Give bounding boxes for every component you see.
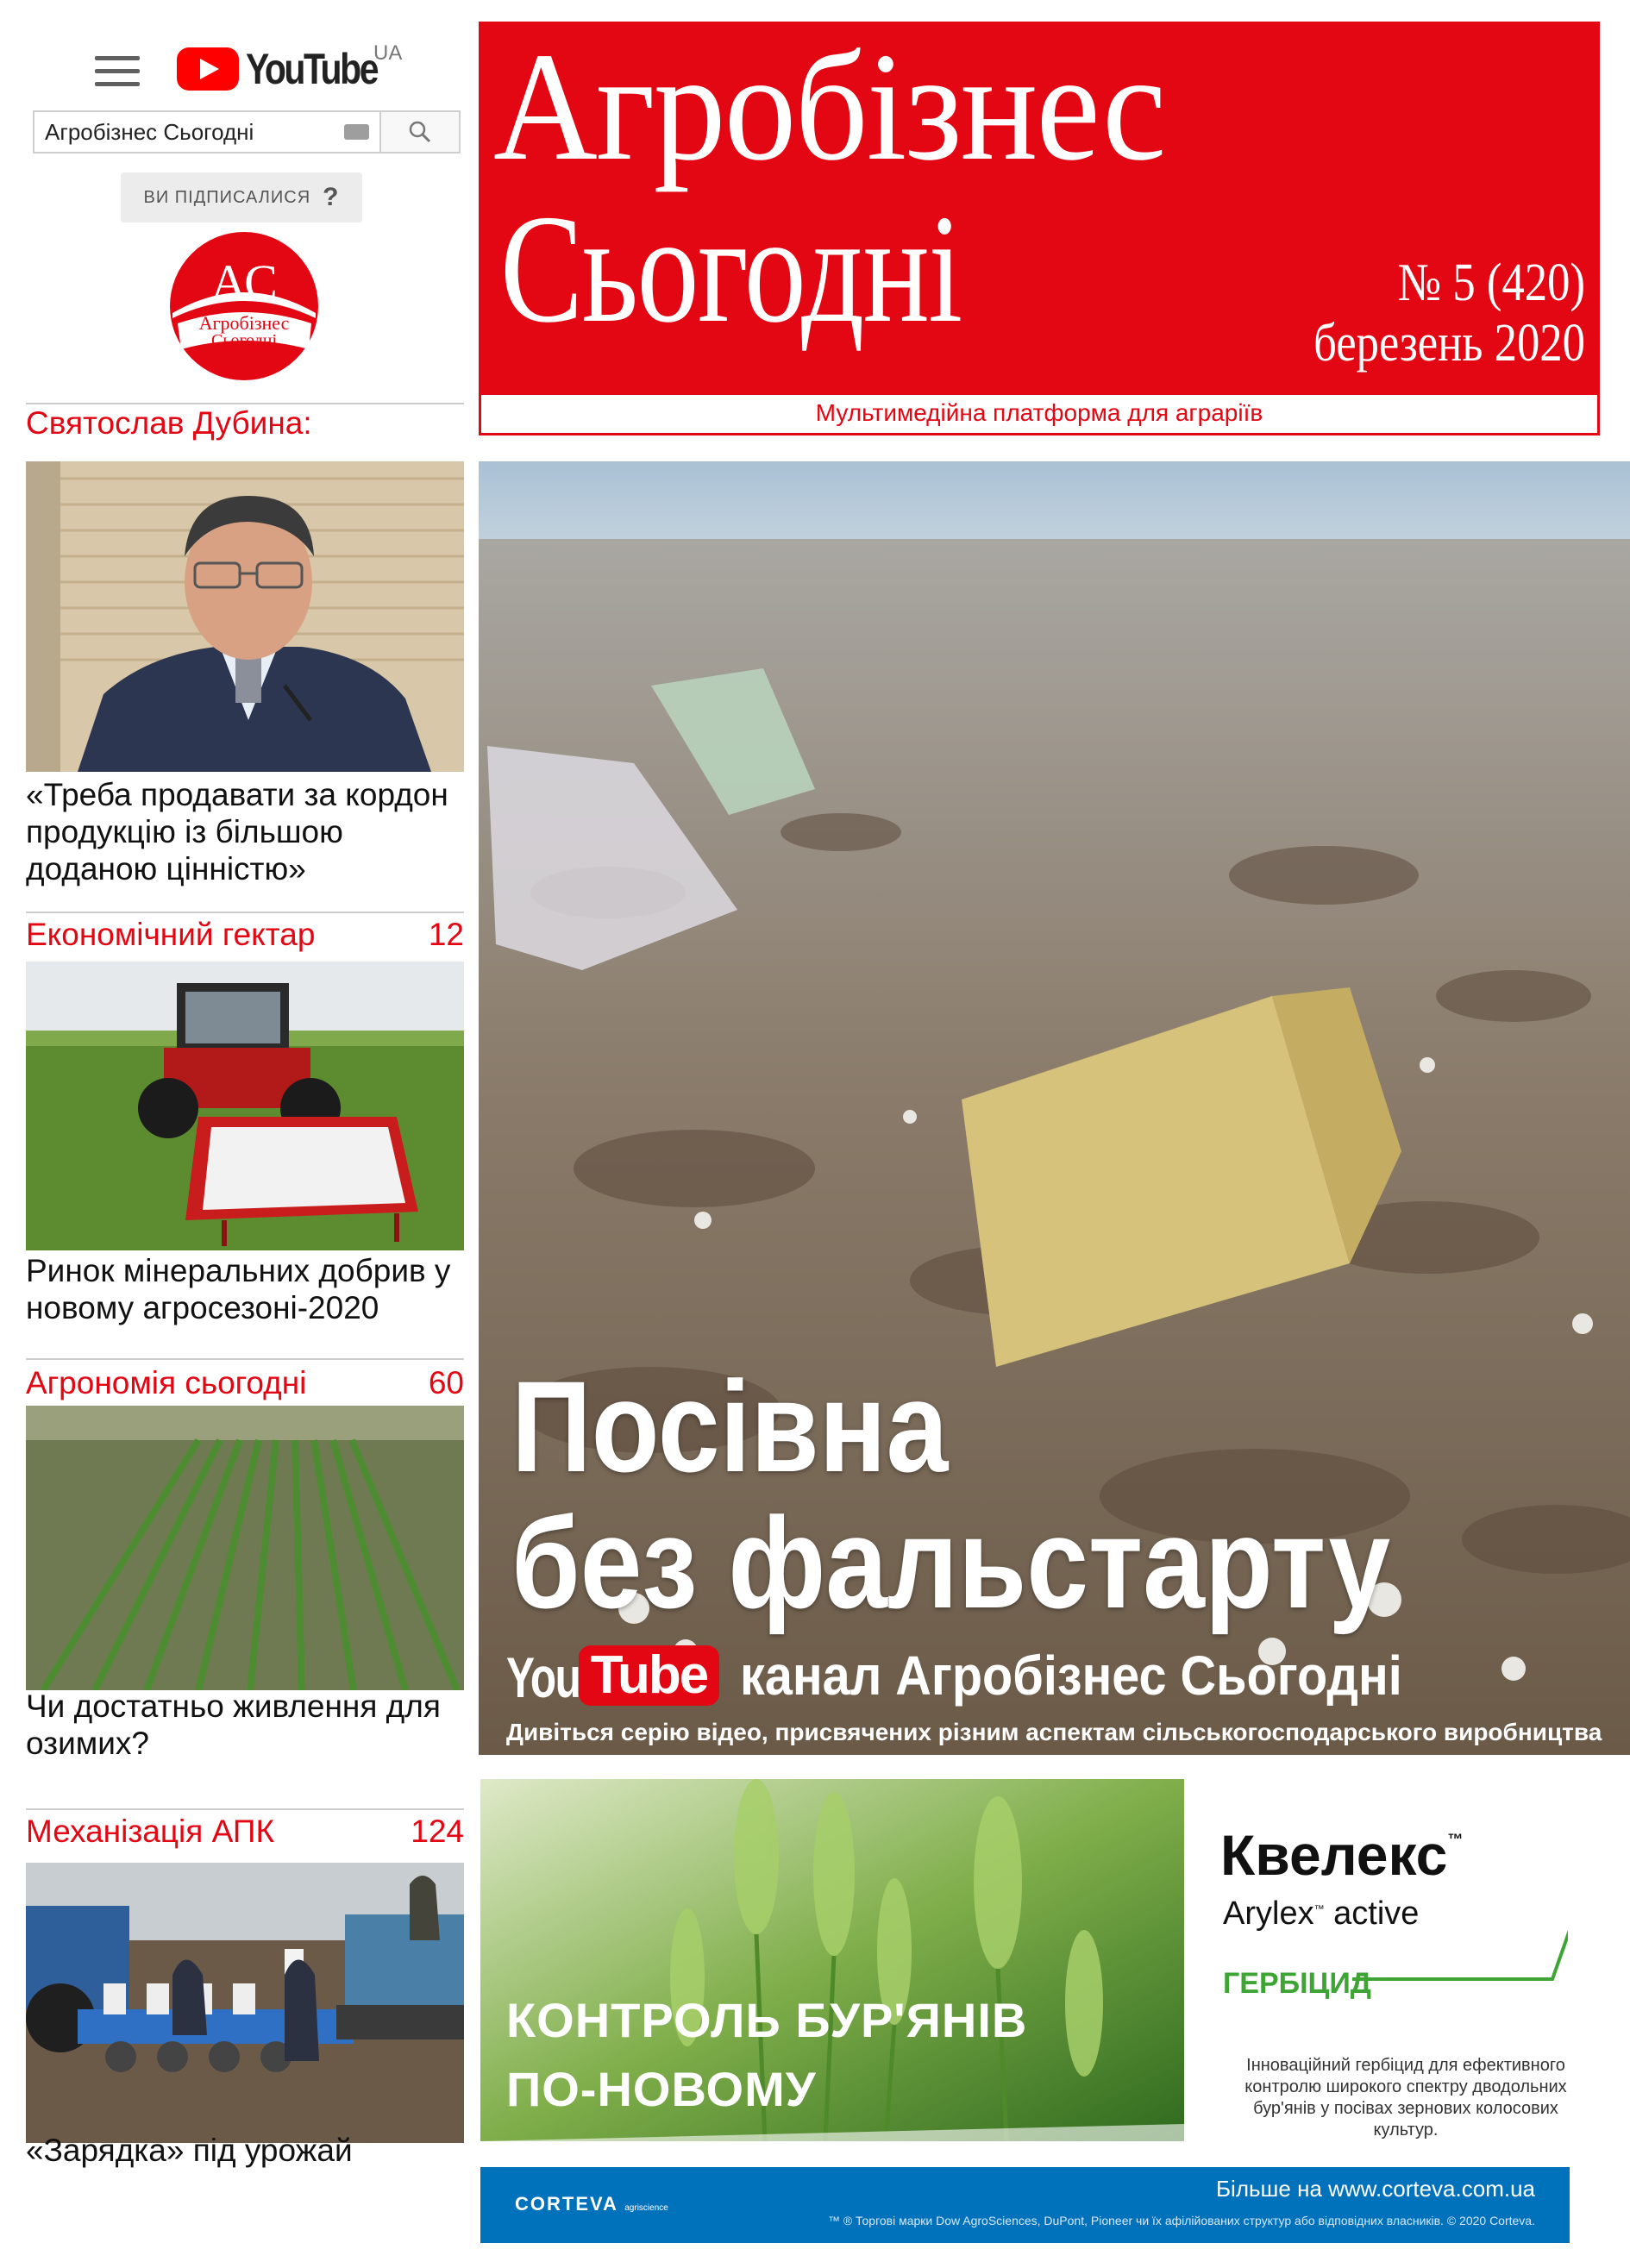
masthead-banner [481, 24, 1597, 395]
cover-subtitle: Дивіться серію відео, присвячених різним аспектам сільськогосподарського виробництва [506, 1719, 1602, 1745]
divider [26, 403, 464, 404]
youtube-logo-tube: Tube [579, 1645, 720, 1706]
divider [26, 912, 464, 913]
active-trademark: ™ [1313, 1902, 1325, 1915]
issue-number: № 5 (420) [1397, 254, 1585, 312]
search-bar [33, 110, 461, 153]
corteva-link[interactable]: Більше на www.corteva.com.ua [1215, 2176, 1535, 2202]
section-name: Святослав Дубина: [26, 405, 312, 441]
youtube-play-icon [177, 47, 239, 91]
menu-icon[interactable] [95, 56, 140, 87]
divider [26, 1808, 464, 1810]
subscribed-button[interactable] [121, 172, 362, 222]
article-caption[interactable]: «Треба продавати за кордон продукцію із більшою доданою цінністю» [26, 777, 448, 887]
cover-photo [479, 461, 1630, 1755]
product-description: Інноваційний гербіцид для ефективного контролю широкого спектру дводольних бур'янів у посівах зернових колосових культур. [1244, 2056, 1567, 2140]
youtube-wordmark: YouTube [246, 45, 378, 93]
page-number: 12 [428, 917, 464, 952]
magazine-title-line2: Сьогодні [500, 183, 962, 354]
cover-headline [511, 1354, 1391, 1635]
corteva-logo: CORTEVA agriscience [515, 2193, 668, 2215]
ad-slogan [506, 1986, 1027, 2124]
brand-name: Квелекс [1220, 1823, 1448, 1887]
seeder-loading-photo[interactable] [26, 1863, 464, 2143]
youtube-channel-promo[interactable] [506, 1645, 1476, 1709]
corteva-banner[interactable] [480, 2167, 1570, 2243]
tagline: Мультимедійна платформа для аграріїв [815, 399, 1263, 426]
winter-crops-photo[interactable] [26, 1406, 464, 1690]
product-category: ГЕРБІЦИД [1223, 1967, 1372, 2000]
wheat-photo [480, 1779, 1184, 2141]
channel-text: канал Агробізнес Сьогодні [740, 1645, 1403, 1707]
youtube-logo-you: You [506, 1645, 580, 1709]
section-name: Механізація АПК [26, 1814, 274, 1849]
active-name: Arylex [1223, 1895, 1314, 1932]
divider [26, 1358, 464, 1360]
advertisement[interactable] [479, 1779, 1630, 2141]
section-name: Агрономія сьогодні [26, 1365, 307, 1400]
issue-date: березень 2020 [1313, 314, 1585, 373]
article-caption[interactable]: «Зарядка» під урожай [26, 2133, 353, 2168]
svg-text:Агробізнес: Агробізнес [198, 312, 290, 334]
search-input[interactable] [34, 112, 344, 152]
keyboard-icon[interactable] [344, 124, 369, 140]
search-icon [407, 119, 433, 145]
svg-text:АС: АС [210, 254, 278, 310]
trademark-notice: ™ ® Торгові марки Dow AgroSciences, DuPont, Pioneer чи їх афілійованих структур або відповідних власників. © 2020 Corteva. [827, 2214, 1535, 2227]
subscribed-label: ВИ ПІДПИСАЛИСЯ [143, 187, 311, 207]
section-name: Економічний гектар [26, 917, 316, 952]
section-title[interactable] [26, 917, 464, 953]
section-title[interactable] [26, 1814, 464, 1850]
page-number: 124 [411, 1814, 464, 1849]
headline-line2: без фальстарту [511, 1490, 1391, 1635]
search-button[interactable] [379, 112, 459, 152]
page-number: 60 [428, 1365, 464, 1400]
issue-info [1292, 253, 1585, 373]
section-title[interactable] [26, 1365, 464, 1401]
headline-line1: Посівна [511, 1354, 949, 1499]
slogan-line1: КОНТРОЛЬ БУР'ЯНІВ [506, 1993, 1028, 2047]
active-ingredient [1223, 1895, 1419, 1933]
slogan-line2: ПО-НОВОМУ [506, 2062, 817, 2116]
trademark-mark: ™ [1447, 1831, 1464, 1848]
help-icon[interactable]: ? [323, 183, 340, 211]
youtube-logo[interactable] [177, 43, 405, 95]
article-caption[interactable]: Ринок мінеральних добрив у новому агросезоні-2020 [26, 1253, 451, 1325]
tractor-spreader-photo[interactable] [26, 962, 464, 1250]
region-label: UA [373, 41, 403, 65]
section-title[interactable] [26, 405, 464, 442]
active-suffix: active [1333, 1895, 1420, 1932]
channel-logo [160, 229, 329, 384]
portrait-photo[interactable] [26, 461, 464, 772]
masthead [479, 22, 1600, 435]
magazine-title-line1: Агробізнес [493, 24, 1165, 192]
article-caption[interactable]: Чи достатньо живлення для озимих? [26, 1688, 441, 1761]
svg-text:Сьогодні: Сьогодні [210, 331, 278, 350]
youtube-channel-header [26, 17, 466, 397]
